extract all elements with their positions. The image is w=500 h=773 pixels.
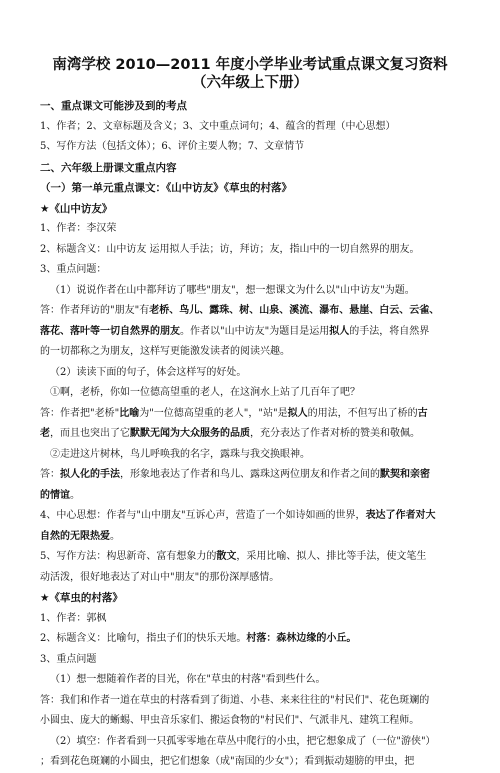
- text-line: （2）填空：作者看到一只孤零零地在草丛中爬行的小虫，把它想象成了（一位"游侠"）: [50, 735, 436, 747]
- section-heading: 二、六年级上册课文重点内容: [40, 161, 177, 174]
- text-line: 答：作者把"老桥"比喻为"一位德高望重的老人"，"站"是拟人的用法，不但写出了桥的古: [40, 407, 428, 419]
- text-line: 5、写作方法（包括文体）；6、评价主要人物；7、文章情节: [40, 141, 305, 152]
- text-line: 自然的无限热爱。: [40, 530, 120, 542]
- text-line: 2、标题含义：比喻句，指虫子们的快乐天地。村落：森林边缘的小丘。: [40, 633, 357, 644]
- document-title: 南湾学校 2010—2011 年度小学毕业考试重点课文复习资料: [52, 57, 448, 73]
- text-line: 的一切都称之为朋友，这样写更能激发读者的阅读兴趣。: [40, 346, 290, 357]
- text-line: 答：作者拜访的"朋友"有老桥、鸟儿、露珠、树、山泉、溪流、瀑布、悬崖、白云、云雀、: [40, 305, 440, 316]
- text-line: 老，而且也突出了它默默无闻为大众服务的品质，充分表达了作者对桥的赞美和敬佩。: [40, 428, 420, 439]
- document-body: [40, 96, 460, 773]
- section-heading: ★《山中访友》: [40, 202, 113, 215]
- text-line: 3、重点问题: [40, 653, 97, 665]
- text-line: 2、标题含义：山中访友 运用拟人手法；访，拜访；友，指山中的一切自然界的朋友。: [40, 243, 420, 255]
- text-line: 1、作者：郭枫: [40, 612, 107, 624]
- section-heading: （一）第一单元重点课文：《山中访友》《草虫的村落》: [40, 182, 292, 194]
- text-line: 3、重点问题：: [40, 264, 107, 275]
- text-line: 小圆虫、庞大的蜥蜴、甲虫音乐家们、搬运食物的"村民们"、气派非凡、建筑工程师。: [40, 715, 420, 726]
- section-heading: ★《草虫的村落》: [40, 592, 123, 604]
- text-line: （1）想一想随着作者的目光，你在"草虫的村落"看到些什么。: [50, 674, 326, 685]
- text-line: ②走进这片树林，鸟儿呼唤我的名字，露珠与我交换眼神。: [50, 448, 310, 460]
- text-line: 动活泼，很好地表达了对山中"朋友"的那份深厚感情。: [40, 571, 280, 583]
- text-line: 1、作者：李汉荣: [40, 223, 117, 234]
- text-line: 答：我们和作者一道在草虫的村落看到了街道、小巷、来来往往的"村民们"、花色斑斓的: [40, 694, 430, 706]
- text-line: （2）读读下面的句子，体会这样写的好处。: [50, 366, 247, 378]
- text-line: 5、写作方法：构思新奇、富有想象力的散文，采用比喻、拟人、排比等手法，使文笔生: [40, 551, 427, 562]
- text-line: ①啊，老桥，你如一位德高望重的老人，在这涧水上站了几百年了吧？: [50, 387, 360, 398]
- text-line: 落花、落叶等一切自然界的朋友。作者以"山中访友"为题目是运用拟人的手法，将自然界: [40, 325, 430, 337]
- section-heading: 一、重点课文可能涉及到的考点: [40, 100, 187, 112]
- text-line: （1）说说作者在山中都拜访了哪些"朋友"，想一想课文为什么以"山中访友"为题。: [50, 284, 415, 296]
- text-line: ；看到花色斑斓的小圆虫，把它们想象（成"南国的少女"）；看到振动翅膀的甲虫，把: [40, 756, 415, 767]
- text-line: 4、中心思想：作者与"山中朋友"互诉心声，营造了一个如诗如画的世界，表达了作者对大: [40, 510, 436, 521]
- text-line: 1、作者；2、文章标题及含义；3、文中重点词句；4、蕴含的哲理（中心思想）: [40, 120, 396, 132]
- text-line: 的情谊。: [40, 489, 80, 501]
- document-subtitle: （六年级上下册）: [192, 75, 308, 91]
- text-line: 答：拟人化的手法，形象地表达了作者和鸟儿、露珠这两位朋友和作者之间的默契和亲密: [40, 469, 430, 480]
